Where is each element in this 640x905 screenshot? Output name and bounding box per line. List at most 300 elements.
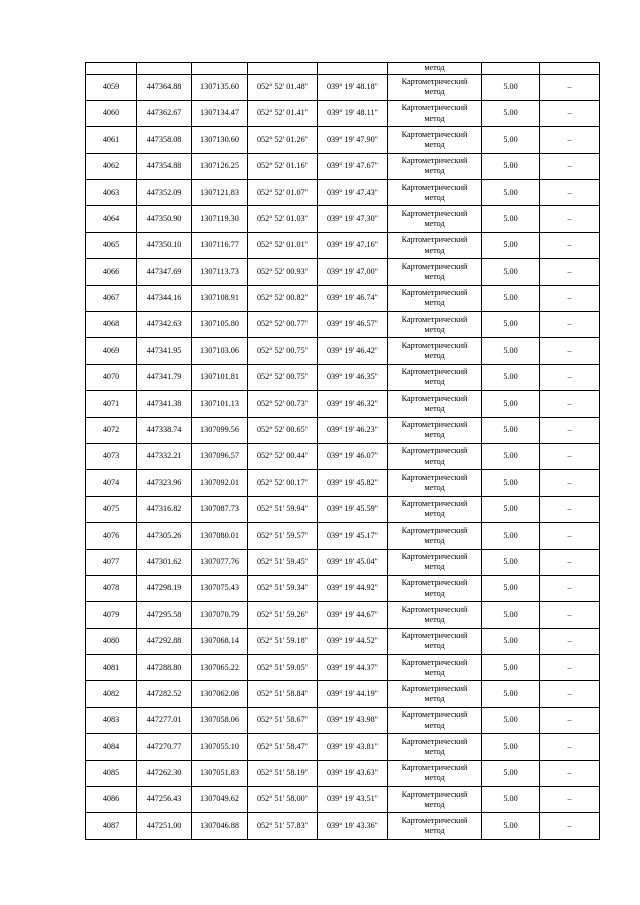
table-row <box>86 734 600 760</box>
description-cell: – <box>540 602 600 628</box>
latitude-cell: 052° 52' 00.65" <box>248 417 318 443</box>
x-coordinate-cell: 447270.77 <box>137 734 192 760</box>
latitude-cell: 052° 52' 01.07" <box>248 180 318 206</box>
method-label-line1: Картометрический <box>401 182 468 192</box>
table-row <box>86 787 600 813</box>
method-label-line1: Картометрический <box>401 710 468 720</box>
table-row <box>86 549 600 575</box>
precision-cell: 5.00 <box>482 470 540 496</box>
y-coordinate-cell: 1307135.60 <box>192 74 248 100</box>
y-coordinate-cell: 1307121.83 <box>192 180 248 206</box>
description-cell: – <box>540 153 600 179</box>
description-cell: – <box>540 391 600 417</box>
method-label-line1: Картометрический <box>401 103 468 113</box>
continuation-row <box>86 63 600 75</box>
table-body <box>86 63 600 840</box>
table-row <box>86 206 600 232</box>
x-coordinate-cell: 447358.08 <box>137 127 192 153</box>
point-number-cell: 4065 <box>86 232 137 258</box>
method-label-line2: метод <box>424 667 445 677</box>
table-cell <box>540 63 600 75</box>
method-cell <box>388 391 482 417</box>
description-cell: – <box>540 787 600 813</box>
description-cell: – <box>540 285 600 311</box>
latitude-cell: 052° 51' 58.47" <box>248 734 318 760</box>
point-number-cell: 4063 <box>86 180 137 206</box>
method-cell <box>388 74 482 100</box>
table-row <box>86 285 600 311</box>
method-label-line2: метод <box>424 430 445 440</box>
method-label-line2: метод <box>424 509 445 519</box>
y-coordinate-cell: 1307134.47 <box>192 100 248 126</box>
x-coordinate-cell: 447301.62 <box>137 549 192 575</box>
table-row <box>86 602 600 628</box>
y-coordinate-cell: 1307092.01 <box>192 470 248 496</box>
method-label-line1: Картометрический <box>401 683 468 693</box>
x-coordinate-cell: 447341.95 <box>137 338 192 364</box>
longitude-cell: 039° 19' 44.67" <box>318 602 388 628</box>
latitude-cell: 052° 52' 01.01" <box>248 232 318 258</box>
y-coordinate-cell: 1307116.77 <box>192 232 248 258</box>
y-coordinate-cell: 1307046.88 <box>192 813 248 839</box>
latitude-cell: 052° 51' 59.34" <box>248 575 318 601</box>
precision-cell: 5.00 <box>482 285 540 311</box>
precision-cell: 5.00 <box>482 206 540 232</box>
longitude-cell: 039° 19' 47.00" <box>318 259 388 285</box>
point-number-cell: 4067 <box>86 285 137 311</box>
y-coordinate-cell: 1307099.56 <box>192 417 248 443</box>
precision-cell: 5.00 <box>482 628 540 654</box>
table-cell <box>318 63 388 75</box>
table-row <box>86 153 600 179</box>
method-label-line2: метод <box>424 403 445 413</box>
longitude-cell: 039° 19' 43.63" <box>318 760 388 786</box>
table-cell <box>248 63 318 75</box>
latitude-cell: 052° 52' 01.26" <box>248 127 318 153</box>
point-number-cell: 4066 <box>86 259 137 285</box>
x-coordinate-cell: 447341.79 <box>137 364 192 390</box>
longitude-cell: 039° 19' 47.30" <box>318 206 388 232</box>
y-coordinate-cell: 1307113.73 <box>192 259 248 285</box>
method-cell <box>388 707 482 733</box>
longitude-cell: 039° 19' 46.07" <box>318 443 388 469</box>
precision-cell: 5.00 <box>482 681 540 707</box>
table-row <box>86 232 600 258</box>
method-cell <box>388 312 482 338</box>
x-coordinate-cell: 447332.21 <box>137 443 192 469</box>
latitude-cell: 052° 52' 01.48" <box>248 74 318 100</box>
description-cell: – <box>540 523 600 549</box>
longitude-cell: 039° 19' 45.82" <box>318 470 388 496</box>
description-cell: – <box>540 734 600 760</box>
method-cell <box>388 734 482 760</box>
y-coordinate-cell: 1307126.25 <box>192 153 248 179</box>
precision-cell: 5.00 <box>482 338 540 364</box>
y-coordinate-cell: 1307051.83 <box>192 760 248 786</box>
precision-cell: 5.00 <box>482 364 540 390</box>
point-number-cell: 4077 <box>86 549 137 575</box>
method-cell <box>388 470 482 496</box>
y-coordinate-cell: 1307087.73 <box>192 496 248 522</box>
y-coordinate-cell: 1307096.57 <box>192 443 248 469</box>
x-coordinate-cell: 447295.58 <box>137 602 192 628</box>
precision-cell: 5.00 <box>482 259 540 285</box>
description-cell: – <box>540 707 600 733</box>
method-label-line2: метод <box>424 641 445 651</box>
precision-cell: 5.00 <box>482 523 540 549</box>
method-label-line1: Картометрический <box>401 156 468 166</box>
precision-cell: 5.00 <box>482 100 540 126</box>
x-coordinate-cell: 447298.19 <box>137 575 192 601</box>
method-cell <box>388 232 482 258</box>
coordinates-table <box>85 62 600 840</box>
method-label-line2: метод <box>424 799 445 809</box>
method-cell <box>388 813 482 839</box>
table-row <box>86 127 600 153</box>
description-cell: – <box>540 312 600 338</box>
x-coordinate-cell: 447344.16 <box>137 285 192 311</box>
precision-cell: 5.00 <box>482 74 540 100</box>
x-coordinate-cell: 447341.38 <box>137 391 192 417</box>
y-coordinate-cell: 1307068.14 <box>192 628 248 654</box>
method-cell <box>388 575 482 601</box>
method-label-line1: Картометрический <box>401 288 468 298</box>
table-cell <box>192 63 248 75</box>
precision-cell: 5.00 <box>482 549 540 575</box>
y-coordinate-cell: 1307058.06 <box>192 707 248 733</box>
point-number-cell: 4064 <box>86 206 137 232</box>
precision-cell: 5.00 <box>482 602 540 628</box>
latitude-cell: 052° 52' 00.44" <box>248 443 318 469</box>
point-number-cell: 4087 <box>86 813 137 839</box>
longitude-cell: 039° 19' 44.92" <box>318 575 388 601</box>
precision-cell: 5.00 <box>482 707 540 733</box>
longitude-cell: 039° 19' 47.16" <box>318 232 388 258</box>
description-cell: – <box>540 549 600 575</box>
description-cell: – <box>540 681 600 707</box>
method-label-line2: метод <box>424 773 445 783</box>
method-label-line2: метод <box>424 245 445 255</box>
method-cell <box>388 628 482 654</box>
table-row <box>86 628 600 654</box>
x-coordinate-cell: 447288.80 <box>137 655 192 681</box>
x-coordinate-cell: 447262.30 <box>137 760 192 786</box>
latitude-cell: 052° 51' 59.05" <box>248 655 318 681</box>
x-coordinate-cell: 447362.67 <box>137 100 192 126</box>
method-label-line1: Картометрический <box>401 525 468 535</box>
method-label-line2: метод <box>424 826 445 836</box>
method-label-line1: Картометрический <box>401 76 468 86</box>
y-coordinate-cell: 1307049.62 <box>192 787 248 813</box>
point-number-cell: 4073 <box>86 443 137 469</box>
longitude-cell: 039° 19' 46.35" <box>318 364 388 390</box>
point-number-cell: 4083 <box>86 707 137 733</box>
y-coordinate-cell: 1307075.43 <box>192 575 248 601</box>
x-coordinate-cell: 447352.09 <box>137 180 192 206</box>
longitude-cell: 039° 19' 44.37" <box>318 655 388 681</box>
y-coordinate-cell: 1307119.30 <box>192 206 248 232</box>
table-cell <box>86 63 137 75</box>
y-coordinate-cell: 1307103.06 <box>192 338 248 364</box>
table-row <box>86 312 600 338</box>
precision-cell: 5.00 <box>482 417 540 443</box>
y-coordinate-cell: 1307101.13 <box>192 391 248 417</box>
method-cell <box>388 443 482 469</box>
longitude-cell: 039° 19' 45.59" <box>318 496 388 522</box>
latitude-cell: 052° 52' 00.82" <box>248 285 318 311</box>
precision-cell: 5.00 <box>482 575 540 601</box>
method-cell <box>388 760 482 786</box>
x-coordinate-cell: 447251.00 <box>137 813 192 839</box>
method-cell <box>388 153 482 179</box>
longitude-cell: 039° 19' 46.42" <box>318 338 388 364</box>
method-cell <box>388 602 482 628</box>
description-cell: – <box>540 232 600 258</box>
method-label-line1: Картометрический <box>401 129 468 139</box>
point-number-cell: 4061 <box>86 127 137 153</box>
method-label-line1: Картометрический <box>401 420 468 430</box>
method-cell: метод <box>388 63 482 75</box>
y-coordinate-cell: 1307108.91 <box>192 285 248 311</box>
x-coordinate-cell: 447347.69 <box>137 259 192 285</box>
method-cell <box>388 655 482 681</box>
method-label-line2: метод <box>424 87 445 97</box>
point-number-cell: 4076 <box>86 523 137 549</box>
point-number-cell: 4068 <box>86 312 137 338</box>
method-label-line2: метод <box>424 588 445 598</box>
method-label-line2: метод <box>424 192 445 202</box>
point-number-cell: 4078 <box>86 575 137 601</box>
point-number-cell: 4082 <box>86 681 137 707</box>
point-number-cell: 4072 <box>86 417 137 443</box>
y-coordinate-cell: 1307105.80 <box>192 312 248 338</box>
longitude-cell: 039° 19' 43.51" <box>318 787 388 813</box>
method-label-line2: метод <box>424 483 445 493</box>
precision-cell: 5.00 <box>482 443 540 469</box>
point-number-cell: 4080 <box>86 628 137 654</box>
longitude-cell: 039° 19' 46.23" <box>318 417 388 443</box>
point-number-cell: 4069 <box>86 338 137 364</box>
latitude-cell: 052° 52' 00.73" <box>248 391 318 417</box>
method-label-line1: Картометрический <box>401 657 468 667</box>
y-coordinate-cell: 1307062.08 <box>192 681 248 707</box>
description-cell: – <box>540 364 600 390</box>
longitude-cell: 039° 19' 44.52" <box>318 628 388 654</box>
method-label-line2: метод <box>424 615 445 624</box>
longitude-cell: 039° 19' 46.57" <box>318 312 388 338</box>
table-row <box>86 655 600 681</box>
description-cell: – <box>540 443 600 469</box>
method-cell <box>388 787 482 813</box>
method-label-line2: метод <box>424 298 445 308</box>
latitude-cell: 052° 51' 59.45" <box>248 549 318 575</box>
longitude-cell: 039° 19' 43.36" <box>318 813 388 839</box>
method-cell <box>388 523 482 549</box>
table-row <box>86 100 600 126</box>
description-cell: – <box>540 470 600 496</box>
table-row <box>86 443 600 469</box>
latitude-cell: 052° 51' 58.19" <box>248 760 318 786</box>
table-cell <box>137 63 192 75</box>
method-label-line1: Картометрический <box>401 314 468 324</box>
table-row <box>86 496 600 522</box>
point-number-cell: 4070 <box>86 364 137 390</box>
method-label-line1: Картометрический <box>401 552 468 562</box>
method-cell <box>388 180 482 206</box>
method-label-line1: Картометрический <box>401 446 468 456</box>
table-row <box>86 180 600 206</box>
latitude-cell: 052° 52' 00.77" <box>248 312 318 338</box>
method-label-line2: метод <box>424 219 445 229</box>
method-cell <box>388 259 482 285</box>
description-cell: – <box>540 655 600 681</box>
table-row <box>86 707 600 733</box>
table-row <box>86 813 600 839</box>
latitude-cell: 052° 52' 00.75" <box>248 364 318 390</box>
longitude-cell: 039° 19' 44.19" <box>318 681 388 707</box>
description-cell: – <box>540 74 600 100</box>
table-row <box>86 523 600 549</box>
longitude-cell: 039° 19' 47.43" <box>318 180 388 206</box>
longitude-cell: 039° 19' 46.32" <box>318 391 388 417</box>
method-cell <box>388 127 482 153</box>
method-cell <box>388 496 482 522</box>
point-number-cell: 4062 <box>86 153 137 179</box>
table-row <box>86 417 600 443</box>
precision-cell: 5.00 <box>482 496 540 522</box>
method-label-line1: Картометрический <box>401 472 468 482</box>
method-label-line1: Картометрический <box>401 736 468 746</box>
point-number-cell: 4075 <box>86 496 137 522</box>
point-number-cell: 4074 <box>86 470 137 496</box>
table-row <box>86 760 600 786</box>
method-label-line1: Картометрический <box>401 261 468 271</box>
description-cell: – <box>540 813 600 839</box>
method-label-line2: метод <box>424 351 445 361</box>
method-label-line2: метод <box>424 166 445 176</box>
method-label-line1: Картометрический <box>401 499 468 509</box>
latitude-cell: 052° 52' 01.03" <box>248 206 318 232</box>
precision-cell: 5.00 <box>482 787 540 813</box>
latitude-cell: 052° 52' 01.41" <box>248 100 318 126</box>
method-label-line1: Картометрический <box>401 393 468 403</box>
precision-cell: 5.00 <box>482 127 540 153</box>
longitude-cell: 039° 19' 43.81" <box>318 734 388 760</box>
description-cell: – <box>540 180 600 206</box>
latitude-cell: 052° 51' 58.84" <box>248 681 318 707</box>
y-coordinate-cell: 1307070.79 <box>192 602 248 628</box>
method-label-line2: метод <box>424 694 445 704</box>
method-cell <box>388 417 482 443</box>
method-label-line2: метод <box>424 535 445 545</box>
y-coordinate-cell: 1307065.22 <box>192 655 248 681</box>
table-row <box>86 364 600 390</box>
method-label-line2: метод <box>424 324 445 334</box>
method-label-line1: Картометрический <box>401 578 468 588</box>
x-coordinate-cell: 447277.01 <box>137 707 192 733</box>
y-coordinate-cell: 1307101.81 <box>192 364 248 390</box>
y-coordinate-cell: 1307080.01 <box>192 523 248 549</box>
latitude-cell: 052° 52' 00.75" <box>248 338 318 364</box>
description-cell: – <box>540 417 600 443</box>
method-cell <box>388 364 482 390</box>
longitude-cell: 039° 19' 43.98" <box>318 707 388 733</box>
point-number-cell: 4060 <box>86 100 137 126</box>
point-number-cell: 4085 <box>86 760 137 786</box>
x-coordinate-cell: 447350.90 <box>137 206 192 232</box>
method-label-line2: метод <box>424 720 445 730</box>
table-row <box>86 338 600 364</box>
x-coordinate-cell: 447256.43 <box>137 787 192 813</box>
method-label-line1: Картометрический <box>401 340 468 350</box>
method-label-line1: Картометрический <box>401 815 468 825</box>
x-coordinate-cell: 447305.26 <box>137 523 192 549</box>
precision-cell: 5.00 <box>482 312 540 338</box>
x-coordinate-cell: 447323.96 <box>137 470 192 496</box>
x-coordinate-cell: 447354.88 <box>137 153 192 179</box>
method-label-line1: Картометрический <box>401 763 468 773</box>
point-number-cell: 4086 <box>86 787 137 813</box>
description-cell: – <box>540 127 600 153</box>
longitude-cell: 039° 19' 48.18" <box>318 74 388 100</box>
method-cell <box>388 549 482 575</box>
table-row <box>86 259 600 285</box>
y-coordinate-cell: 1307055.10 <box>192 734 248 760</box>
method-label-line2: метод <box>424 456 445 466</box>
precision-cell: 5.00 <box>482 760 540 786</box>
description-cell: – <box>540 100 600 126</box>
point-number-cell: 4059 <box>86 74 137 100</box>
longitude-cell: 039° 19' 48.11" <box>318 100 388 126</box>
table-row <box>86 681 600 707</box>
method-label-line1: Картометрический <box>401 631 468 641</box>
table-row <box>86 470 600 496</box>
method-label-line1: Картометрический <box>401 604 468 614</box>
point-number-cell: 4084 <box>86 734 137 760</box>
method-label-line1: Картометрический <box>401 235 468 245</box>
latitude-cell: 052° 51' 58.00" <box>248 787 318 813</box>
x-coordinate-cell: 447338.74 <box>137 417 192 443</box>
x-coordinate-cell: 447350.10 <box>137 232 192 258</box>
latitude-cell: 052° 51' 58.67" <box>248 707 318 733</box>
description-cell: – <box>540 206 600 232</box>
description-cell: – <box>540 575 600 601</box>
description-cell: – <box>540 628 600 654</box>
table-row <box>86 74 600 100</box>
method-label-line2: метод <box>424 562 445 572</box>
method-label-line2: метод <box>424 271 445 281</box>
x-coordinate-cell: 447364.88 <box>137 74 192 100</box>
latitude-cell: 052° 51' 59.18" <box>248 628 318 654</box>
latitude-cell: 052° 52' 01.16" <box>248 153 318 179</box>
y-coordinate-cell: 1307130.60 <box>192 127 248 153</box>
point-number-cell: 4079 <box>86 602 137 628</box>
method-cell <box>388 681 482 707</box>
longitude-cell: 039° 19' 46.74" <box>318 285 388 311</box>
method-cell <box>388 206 482 232</box>
table-cell <box>482 63 540 75</box>
latitude-cell: 052° 51' 59.57" <box>248 523 318 549</box>
method-cell <box>388 285 482 311</box>
latitude-cell: 052° 51' 59.26" <box>248 602 318 628</box>
method-label-line1: Картометрический <box>401 789 468 799</box>
precision-cell: 5.00 <box>482 153 540 179</box>
latitude-cell: 052° 51' 57.83" <box>248 813 318 839</box>
longitude-cell: 039° 19' 47.67" <box>318 153 388 179</box>
longitude-cell: 039° 19' 47.90" <box>318 127 388 153</box>
point-number-cell: 4071 <box>86 391 137 417</box>
description-cell: – <box>540 259 600 285</box>
